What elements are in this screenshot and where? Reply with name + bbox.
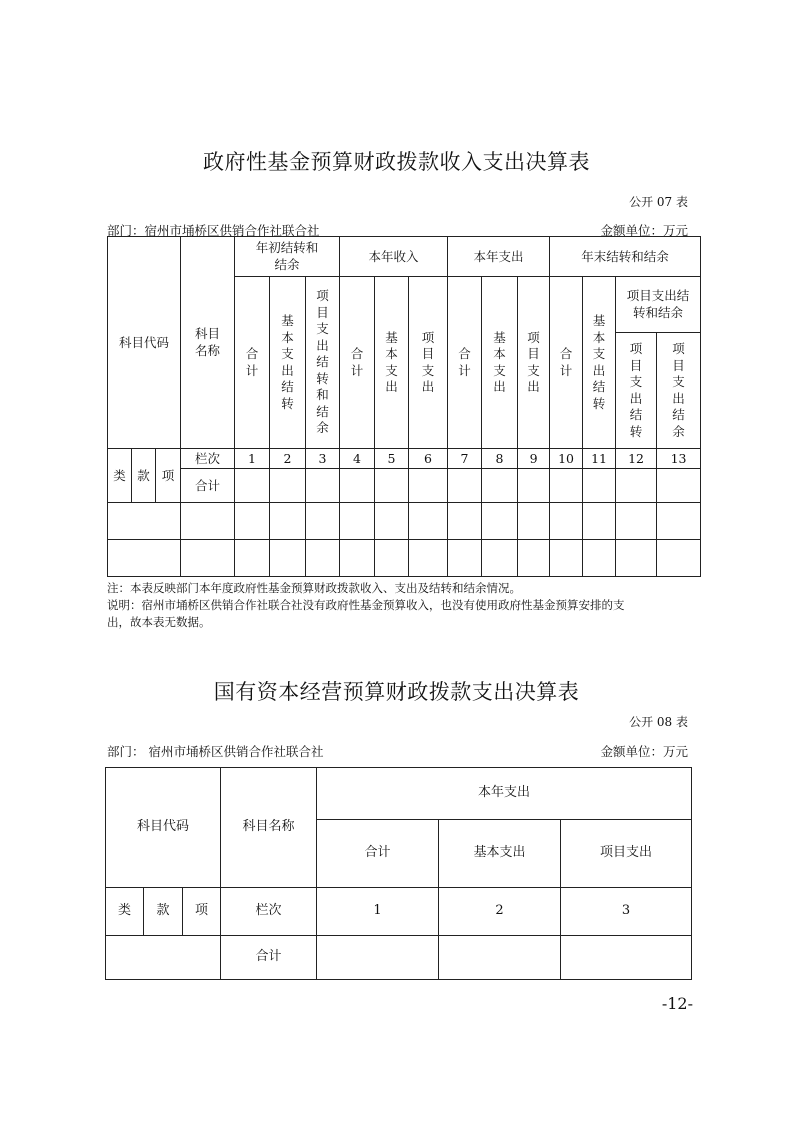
table1-department: 部门：宿州市埇桥区供销合作社联合社 — [107, 223, 320, 238]
t1-cell — [616, 540, 657, 577]
t1-h-g1-project-carry-surplus: 项目支出结转和结余 — [306, 277, 340, 449]
t1-header-subject-code: 科目代码 — [108, 237, 181, 449]
table1 — [107, 236, 701, 577]
t1-h-g1-basic-carry: 基本支出结转 — [270, 277, 306, 449]
t1-row-kuan: 款 — [132, 449, 156, 503]
t1-cell — [235, 503, 270, 540]
t1-cell — [181, 540, 235, 577]
t2-cell — [106, 936, 221, 980]
t2-col-num: 2 — [439, 888, 561, 936]
t1-h-g3-basic: 基本支出 — [482, 277, 518, 449]
t2-cell — [439, 936, 561, 980]
t2-row-lanci: 栏次 — [221, 888, 317, 936]
t1-cell — [657, 469, 701, 503]
t1-col-num: 10 — [550, 449, 583, 469]
table1-explanation-cont: 出，故本表无数据。 — [107, 615, 211, 629]
t1-col-num: 13 — [657, 449, 701, 469]
table1-unit: 金额单位：万元 — [600, 223, 688, 238]
t1-cell — [235, 469, 270, 503]
t1-cell — [108, 540, 181, 577]
t2-h-project: 项目支出 — [561, 820, 692, 888]
t1-row-xiang: 项 — [156, 449, 181, 503]
t1-cell — [108, 503, 181, 540]
t1-row-lanci: 栏次 — [181, 449, 235, 469]
t1-cell — [616, 469, 657, 503]
t2-header-subject-name: 科目名称 — [221, 768, 317, 888]
t1-col-num: 4 — [340, 449, 375, 469]
t1-col-num: 5 — [375, 449, 409, 469]
t1-h-g4-project-carry: 项目支出结转 — [616, 333, 657, 449]
t1-cell — [616, 503, 657, 540]
t1-cell — [270, 469, 306, 503]
t1-header-closing-balance: 年末结转和结余 — [550, 237, 701, 277]
t2-row-kuan: 款 — [144, 888, 183, 936]
t1-cell — [583, 503, 616, 540]
t1-cell — [235, 540, 270, 577]
t1-cell — [270, 503, 306, 540]
t1-cell — [518, 469, 550, 503]
t2-col-num: 1 — [317, 888, 439, 936]
t1-cell — [448, 503, 482, 540]
t1-cell — [583, 540, 616, 577]
t1-row-heji: 合计 — [181, 469, 235, 503]
t1-cell — [482, 540, 518, 577]
t1-cell — [583, 469, 616, 503]
t1-cell — [306, 469, 340, 503]
t1-col-num: 9 — [518, 449, 550, 469]
t2-row-lei: 类 — [106, 888, 144, 936]
t1-cell — [518, 540, 550, 577]
t2-header-expense: 本年支出 — [317, 768, 692, 820]
t1-cell — [448, 540, 482, 577]
t1-cell — [482, 503, 518, 540]
table1-note: 注：本表反映部门本年度政府性基金预算财政拨款收入、支出及结转和结余情况。 — [107, 581, 521, 595]
t1-header-opening-balance: 年初结转和结余 — [235, 237, 340, 277]
t1-h-g2-total: 合计 — [340, 277, 375, 449]
t1-row-lei: 类 — [108, 449, 132, 503]
t1-col-num: 3 — [306, 449, 340, 469]
t1-cell — [306, 540, 340, 577]
t1-h-g4-total: 合计 — [550, 277, 583, 449]
t1-cell — [518, 503, 550, 540]
t1-cell — [375, 469, 409, 503]
t1-h-g4-project-group: 项目支出结转和结余 — [616, 277, 701, 333]
t1-cell — [550, 503, 583, 540]
t1-h-g4-basic-carry: 基本支出结转 — [583, 277, 616, 449]
t1-col-num: 7 — [448, 449, 482, 469]
t1-h-g2-basic: 基本支出 — [375, 277, 409, 449]
t2-h-total: 合计 — [317, 820, 439, 888]
t1-cell — [657, 503, 701, 540]
table2-title: 国有资本经营预算财政拨款支出决算表 — [213, 680, 580, 704]
t1-cell — [306, 503, 340, 540]
t1-h-g4-project-surplus: 项目支出结余 — [657, 333, 701, 449]
t1-cell — [375, 540, 409, 577]
t1-cell — [550, 469, 583, 503]
t2-row-xiang: 项 — [183, 888, 221, 936]
t1-cell — [409, 540, 448, 577]
t1-col-num: 6 — [409, 449, 448, 469]
t1-col-num: 8 — [482, 449, 518, 469]
t1-h-g1-total: 合计 — [235, 277, 270, 449]
t1-col-num: 12 — [616, 449, 657, 469]
t1-col-num: 2 — [270, 449, 306, 469]
table2-unit: 金额单位：万元 — [600, 744, 688, 759]
t1-cell — [375, 503, 409, 540]
t2-cell — [561, 936, 692, 980]
t2-col-num: 3 — [561, 888, 692, 936]
t1-cell — [409, 469, 448, 503]
t1-h-g3-total: 合计 — [448, 277, 482, 449]
t1-header-expense: 本年支出 — [448, 237, 550, 277]
t1-cell — [340, 503, 375, 540]
t1-cell — [448, 469, 482, 503]
t2-h-basic: 基本支出 — [439, 820, 561, 888]
table1-explanation: 说明：宿州市埇桥区供销合作社联合社没有政府性基金预算收入，也没有使用政府性基金预算安排的支 — [107, 598, 625, 612]
t1-header-subject-name: 科目名称 — [181, 237, 235, 449]
t2-header-subject-code: 科目代码 — [106, 768, 221, 888]
table2 — [105, 767, 692, 980]
t1-cell — [657, 540, 701, 577]
table2-code: 公开 08 表 — [629, 715, 688, 729]
table1-code: 公开 07 表 — [629, 195, 688, 209]
table2-department: 部门： 宿州市埇桥区供销合作社联合社 — [107, 744, 324, 759]
t1-cell — [550, 540, 583, 577]
t1-cell — [340, 540, 375, 577]
table1-title: 政府性基金预算财政拨款收入支出决算表 — [203, 150, 590, 174]
t1-header-income: 本年收入 — [340, 237, 448, 277]
t1-cell — [270, 540, 306, 577]
t2-row-heji: 合计 — [221, 936, 317, 980]
t1-col-num: 11 — [583, 449, 616, 469]
t2-cell — [317, 936, 439, 980]
t1-cell — [340, 469, 375, 503]
t1-h-g3-project: 项目支出 — [518, 277, 550, 449]
t1-cell — [181, 503, 235, 540]
t1-cell — [409, 503, 448, 540]
page-number: -12- — [661, 994, 693, 1013]
t1-cell — [482, 469, 518, 503]
t1-col-num: 1 — [235, 449, 270, 469]
t1-h-g2-project: 项目支出 — [409, 277, 448, 449]
